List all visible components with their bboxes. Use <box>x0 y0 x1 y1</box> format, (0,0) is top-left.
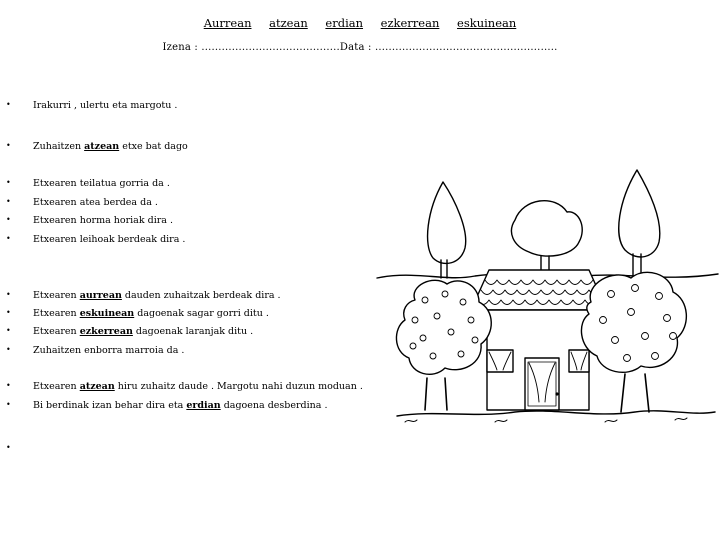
instruction-text: Etxearen teilatua gorria da . <box>33 178 170 189</box>
name-date-line <box>0 42 720 53</box>
bullet: • <box>6 345 11 354</box>
instruction-text: Zuhaitzen enborra marroia da . <box>33 345 185 356</box>
ground-line <box>397 411 715 422</box>
right-apple-tree <box>581 272 686 412</box>
title-word: atzean <box>269 16 308 30</box>
instruction-text: Etxearen eskuinean dagoenak sagar gorri ditu . <box>33 308 269 319</box>
name-field[interactable]: Izena : ......................................... <box>162 42 340 53</box>
bullet: • <box>6 100 11 109</box>
worksheet-title <box>0 16 720 30</box>
bullet: • <box>6 443 11 452</box>
instruction-text: Etxearen atzean hiru zuhaitz daude . Margotu nahi duzun moduan . <box>33 381 363 392</box>
house-door <box>525 358 559 410</box>
left-poplar-tree <box>428 182 466 278</box>
bullet: • <box>6 215 11 224</box>
bullet: • <box>6 308 11 317</box>
bullet: • <box>6 178 11 187</box>
instruction-text: Etxearen horma horiak dira . <box>33 215 173 226</box>
house-with-trees-drawing <box>375 160 720 440</box>
left-window <box>487 350 513 372</box>
house-roof <box>471 270 607 310</box>
right-poplar-tree <box>619 170 660 278</box>
instruction-text: Irakurri , ulertu eta margotu . <box>33 100 178 111</box>
bullet: • <box>6 326 11 335</box>
instruction-text: Zuhaitzen atzean etxe bat dago <box>33 141 188 152</box>
bullet: • <box>6 234 11 243</box>
right-window <box>569 350 589 372</box>
bullet: • <box>6 400 11 409</box>
bullet: • <box>6 381 11 390</box>
instruction-text: Etxearen aurrean dauden zuhaitzak berdeak dira . <box>33 290 281 301</box>
bullet: • <box>6 197 11 206</box>
bullet: • <box>6 141 11 150</box>
instruction-text: Bi berdinak izan behar dira eta erdian dagoena desberdina . <box>33 400 328 411</box>
title-word: ezkerrean <box>380 16 440 30</box>
title-word: eskuinean <box>457 16 517 30</box>
left-orange-tree <box>396 280 491 410</box>
middle-round-tree <box>511 201 582 276</box>
instruction-text: Etxearen leihoak berdeak dira . <box>33 234 186 245</box>
instruction-text: Etxearen ezkerrean dagoenak laranjak ditu . <box>33 326 254 337</box>
title-word: Aurrean <box>203 16 252 30</box>
bullet: • <box>6 290 11 299</box>
date-field[interactable]: Data : ...................................................... <box>339 42 558 53</box>
title-word: erdian <box>325 16 364 30</box>
instruction-text: Etxearen atea berdea da . <box>33 197 158 208</box>
